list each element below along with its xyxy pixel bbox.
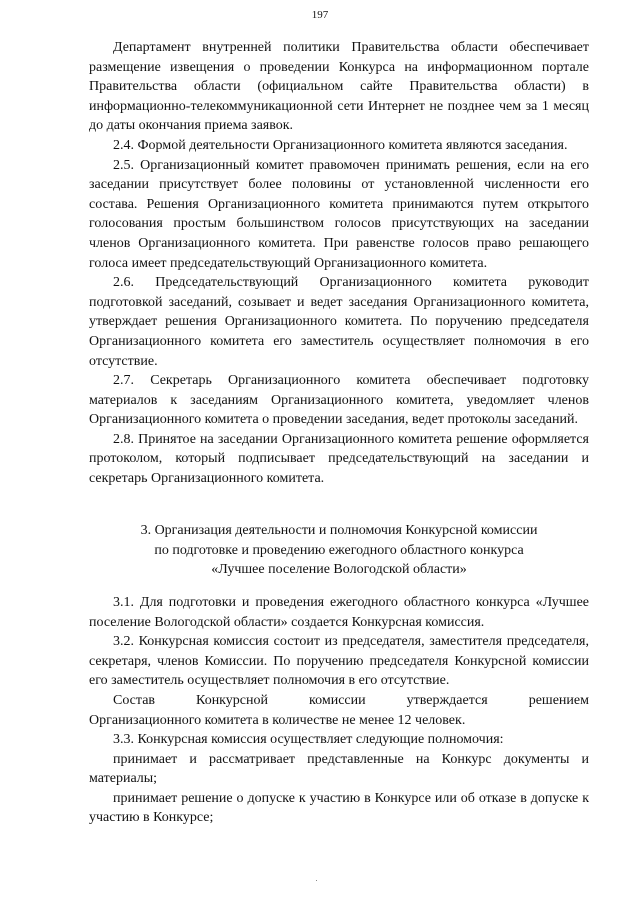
bottom-text-block: [89, 730, 589, 828]
composition-word: комиссии: [309, 693, 366, 708]
section-heading-line-3: «Лучшее поселение Вологодской области»: [211, 562, 467, 578]
composition-paragraph: [89, 691, 589, 730]
paragraph-2-8: 2.8. Принятое на заседании Организационного комитета решение оформляется протоколом, который подписывает председательствующий на заседании и секретарь Организационного комитета.: [89, 431, 589, 487]
paragraph-3-1: 3.1. Для подготовки и проведения ежегодного областного конкурса «Лучшее поселение Вологодской области» создается Конкурсная комиссия.: [89, 595, 589, 630]
paragraph-3-3: 3.3. Конкурсная комиссия осуществляет следующие полномочия:: [113, 732, 504, 747]
scan-speck: [316, 880, 317, 881]
paragraph-dept-notice: Департамент внутренней политики Правительства области обеспечивает размещение извещения о проведении Конкурса на информационном портале Правительства области (официальном сайте Правительства области) в информационно-телекоммуникационной сети Интернет не позднее чем за 1 месяц до даты окончания приема заявок.: [89, 40, 589, 134]
list-item-accept-documents: принимает и рассматривает представленные на Конкурс документы и материалы;: [89, 751, 589, 787]
mid-text-block: [89, 593, 589, 691]
section-heading: [89, 521, 589, 580]
section-heading-line-2: по подготовке и проведению ежегодного областного конкурса: [154, 542, 524, 558]
composition-word: утверждается: [406, 693, 488, 708]
paragraph-2-5: 2.5. Организационный комитет правомочен принимать решения, если на его заседании присутствует более половины от установленной численности его состава. Решения Организационного комитета принимаются путем открытого голосования простым большинством голосов присутствующих на заседании членов Организационного комитета. При равенстве голосов право решающего голоса имеет председательствующий Организационного комитета.: [89, 157, 589, 271]
top-text-block: [89, 38, 589, 489]
composition-word: решением: [528, 693, 589, 708]
paragraph-3-2: 3.2. Конкурсная комиссия состоит из председателя, заместителя председателя, секретаря, членов Комиссии. По поручению председателя Конкурсной комиссии его заместитель осуществляет полномочия в его отсутствие.: [89, 634, 589, 689]
composition-word: Состав: [113, 693, 156, 708]
composition-line-2: Организационного комитета в количестве не менее 12 человек.: [89, 712, 466, 728]
page-number: 197: [311, 9, 329, 21]
composition-line-1: [89, 691, 589, 711]
section-heading-line-1: 3. Организация деятельности и полномочия Конкурсной комиссии: [140, 523, 538, 538]
list-item-admission-decision: принимает решение о допуске к участию в Конкурсе или об отказе в допуске к участию в Конкурсе;: [89, 790, 589, 826]
composition-word: Конкурсной: [196, 693, 268, 708]
paragraph-2-4: 2.4. Формой деятельности Организационного комитета являются заседания.: [113, 137, 568, 153]
paragraph-2-7: 2.7. Секретарь Организационного комитета обеспечивает подготовку материалов к заседаниям Организационного комитета, уведомляет членов Организационного комитета о проведении заседания, ведет протоколы заседаний.: [89, 373, 589, 428]
paragraph-2-6: 2.6. Председательствующий Организационного комитета руководит подготовкой заседаний, созывает и ведет заседания Организационного комитета, утверждает решения Организационного комитета. По поручению председателя Организационного комитета его заместитель осуществляет полномочия в его отсутствие.: [89, 275, 589, 369]
